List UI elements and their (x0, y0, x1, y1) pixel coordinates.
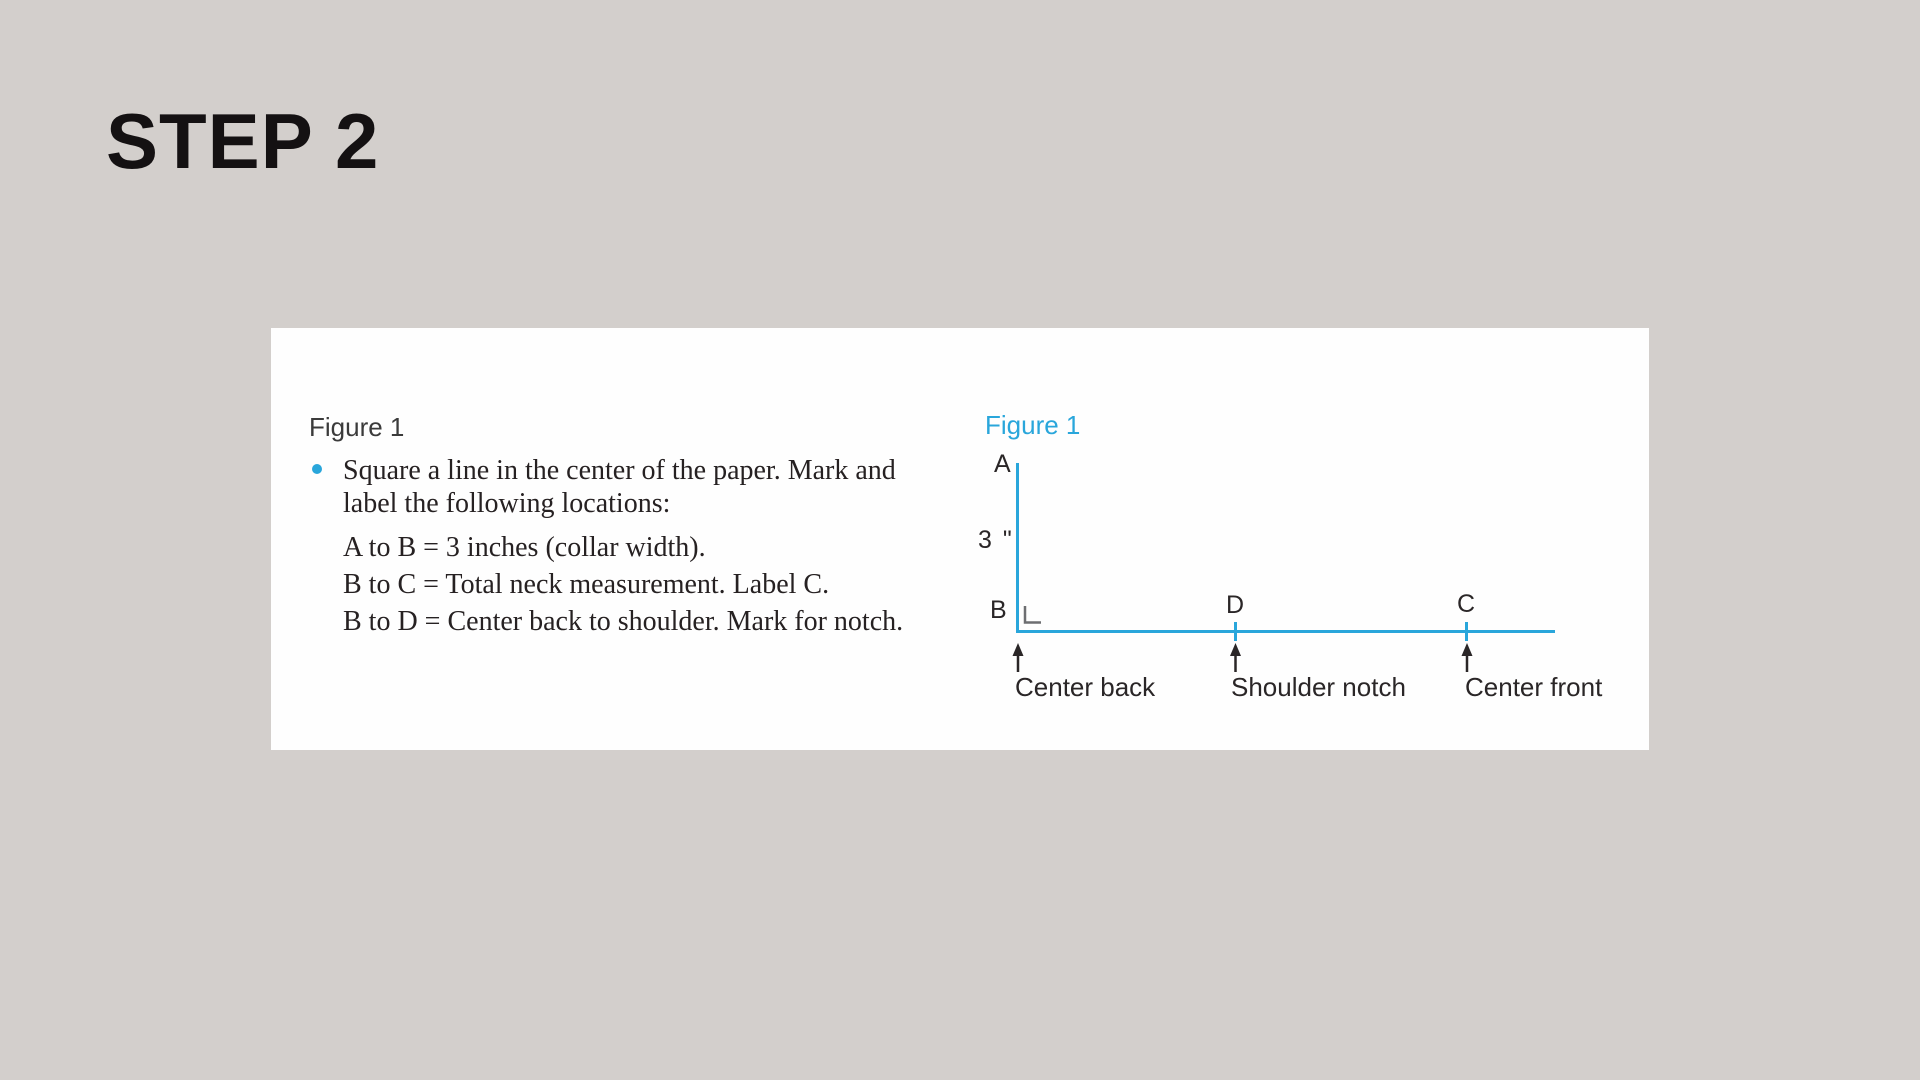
bullet-line-1: Square a line in the center of the paper. Mark and (343, 455, 896, 486)
right-angle-icon (1025, 606, 1041, 623)
point-label-a: A (994, 450, 1011, 478)
step-b-to-d: B to D = Center back to shoulder. Mark for notch. (343, 606, 904, 637)
caption-center-front: Center front (1465, 672, 1603, 702)
caption-shoulder-notch: Shoulder notch (1231, 672, 1406, 702)
measurement-steps (309, 529, 959, 640)
page-title: STEP 2 (106, 97, 380, 185)
point-label-c: C (1457, 590, 1476, 618)
instructions-block (309, 412, 959, 640)
arrow-up-icon (1462, 643, 1473, 672)
bullet-item (309, 454, 959, 520)
bullet-line-2: label the following locations: (343, 488, 671, 519)
content-card (271, 328, 1649, 750)
point-label-b: B (990, 596, 1007, 624)
figure-caption-diagram: Figure 1 (985, 410, 1081, 440)
bullet-text (343, 454, 959, 520)
bullet-icon (312, 464, 322, 474)
step-a-to-b: A to B = 3 inches (collar width). (343, 532, 706, 563)
figure-diagram (971, 408, 1631, 728)
collar-width-label: 3 " (978, 526, 1014, 554)
step-b-to-c: B to C = Total neck measurement. Label C. (343, 569, 830, 600)
point-label-d: D (1226, 591, 1245, 619)
figure-caption-left: Figure 1 (309, 412, 405, 442)
caption-center-back: Center back (1015, 672, 1156, 702)
arrow-up-icon (1230, 643, 1241, 672)
arrow-up-icon (1013, 643, 1024, 672)
